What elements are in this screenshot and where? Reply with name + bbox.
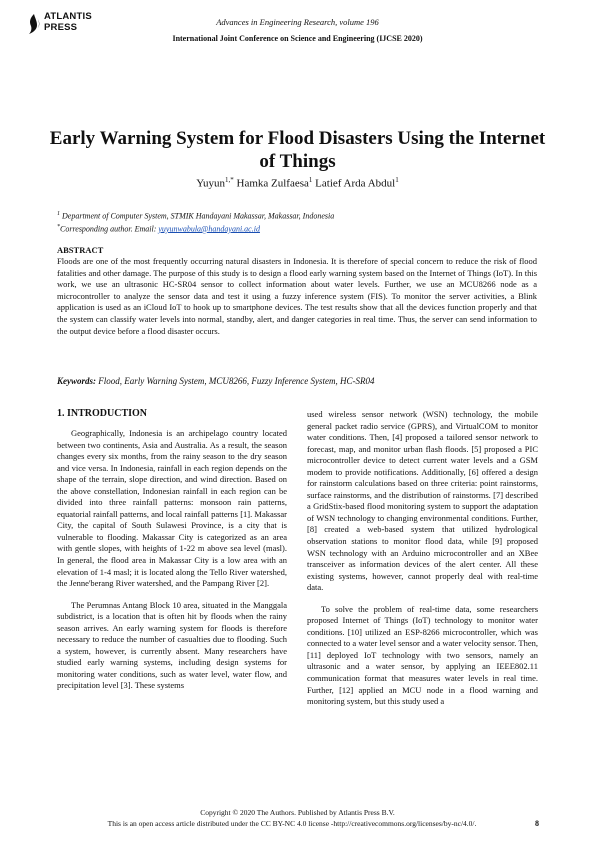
logo-line1: ATLANTIS [44, 11, 92, 22]
author-name: Hamka Zulfaesa [236, 177, 309, 190]
affiliation-line: $^1$ Department of Computer System, STMIK Handayani Makassar, Makassar, Indonesia [57, 211, 335, 221]
author-sup: 1 [395, 176, 399, 184]
abstract-text: Floods are one of the most frequently occurring natural disasters in Indonesia. It is therefore of special concern to reduce the risk of flood fatalities and other damage. The purpose of this study is to design a flood early warning system based on the Internet of Things (IoT). In this work, we use an ultrasonic HC-SR04 sensor to collect information about water levels. Further, we use an MCU8266 node as a microcontroller to analyze the sensor data and test it using a fuzzy inference system (FIS). To monitor the server activities, a Blink application is used as an iCloud IoT to hook up to smartphone devices. The test results show that all the devices function properly and that the system can classify water levels into normal, standby, alert, and danger categories in real time. Thus, the server can send information to the output device before a flood disaster occurs. [57, 256, 537, 336]
page-number: 8 [535, 819, 539, 828]
author-name: Yuyun [196, 177, 226, 190]
paragraph: To solve the problem of real-time data, some researchers proposed Internet of Things (IoT) technology to monitor water conditions. [10] utilized an ESP-8266 microcontroller, which was connected to a water level sensor and a water velocity sensor. Then, [11] deployed IoT technology with two sensors, namely an ultrasonic and a water sensor, by applying an IEEE802.11 communication format that measures water levels in real time. Further, [12] applied an MCU node in a flood warning and monitoring system, but this study used a [307, 603, 538, 707]
paper-title: Early Warning System for Flood Disasters Using the Internet of Things [49, 128, 546, 172]
author-list [0, 176, 595, 190]
copyright-line: Copyright © 2020 The Authors. Published by Atlantis Press B.V. [200, 808, 395, 817]
license-line: This is an open access article distributed under the CC BY-NC 4.0 license -http://creativecommons.org/licenses/by-nc/4.0/. [107, 819, 477, 828]
paragraph: Geographically, Indonesia is an archipelago country located between two continents, Asia and Australia. As a result, the season changes every six months, from the rainy season to the dry season and vice versa. In Indonesia, rainfall in each region depends on the shape of the terrain, slope direction, and wind direction. Based on the above constellation, Indonesian rainfall in each region can be divided into three rainfall patterns: monsoon rain patterns, equatorial rainfall patterns, and local rainfall patterns [1]. Makassar City, the capital of South Sulawesi Province, is a city that is vulnerable to flooding. Makassar City is categorized as an area with gentle slopes, with heights of 1-22 m above sea level (masl). In general, the flood area in Makassar City is a low area with an elevation of 1-4 masl; it is located along the Tello River watershed, the Jenne'berang River watershed, and the Pampang River [2]. [57, 428, 287, 589]
left-column [57, 428, 287, 692]
affiliations [57, 209, 334, 234]
logo-line2: PRESS [44, 22, 78, 33]
abstract-heading: ABSTRACT [57, 245, 104, 255]
author-name: Latief Arda Abdul [315, 177, 396, 190]
conference-header: International Joint Conference on Science and Engineering (IJCSE 2020) [172, 34, 423, 43]
series-header: Advances in Engineering Research, volume 196 [216, 17, 379, 27]
author-sup: 1,* [225, 176, 234, 184]
keywords-label: Keywords: [57, 376, 96, 386]
paragraph: The Perumnas Antang Block 10 area, situated in the Manggala subdistrict, is a location that is often hit by floods when the rainy season arrives. An early warning system for floods is therefore necessary to reduce the number of casualties due to flooding. Such a system, however, is currently absent. Many researchers have studied early warning systems, including design systems for monitoring water conditions, such as water level, water flow, and precipitation level [3]. These systems [57, 599, 287, 691]
paragraph: used wireless sensor network (WSN) technology, the mobile general packet radio service (GPRS), and VirtualCOM to monitor water conditions. Then, [4] proposed a tailored sensor network to forecast, map, and monitor urban flash floods. [5] proposed a PIC microcontroller device to detect current water levels and a GSM modem to provide notifications. Additionally, [6] offered a design for rainstorm calculations based on three criteria: point rainstorms, surface rainstorms, and the distribution of rainstorms. [7] described a GridStix-based flood monitoring system to support the adaptation of WSN technology to changing environmental conditions. Further, [8] created a web-based system that utilized hydrological observation stations to monitor flood data, while [9] proposed WSN technology with an Arduino microcontroller and an XBee transceiver as information devices of the alert center. All these existing systems, however, cannot properly deal with real-time data. [307, 409, 538, 593]
email-link[interactable]: yuyunwabula@handayani.ac.id [158, 224, 260, 234]
section-heading: 1. INTRODUCTION [57, 408, 148, 419]
keywords [57, 376, 375, 386]
author-sup: 1 [308, 176, 313, 184]
keywords-text: Flood, Early Warning System, MCU8266, Fuzzy Inference System, HC-SR04 [98, 376, 375, 386]
corresponding-line: *Corresponding author. Email: yuyunwabula@handayani.ac.id [57, 223, 260, 234]
right-column [307, 409, 538, 708]
